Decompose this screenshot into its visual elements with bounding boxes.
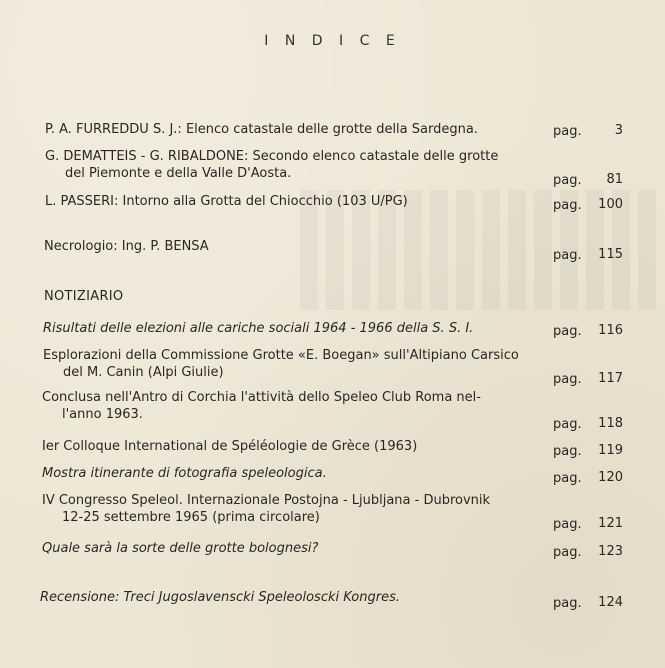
page-number: 124 xyxy=(598,595,623,610)
pag-label: pag. xyxy=(553,372,582,387)
entry-line: Esplorazioni della Commissione Grotte «E. Boegan» sull'Altipiano Carsico xyxy=(43,348,519,363)
page-number: 115 xyxy=(598,247,623,262)
pag-label: pag. xyxy=(553,173,582,188)
entry-line: Mostra itinerante di fotografia speleologica. xyxy=(42,466,327,481)
pag-label: pag. xyxy=(553,324,582,339)
entry-line: P. A. FURREDDU S. J.: Elenco catastale delle grotte della Sardegna. xyxy=(45,122,478,137)
entry-line: Ier Colloque International de Spéléologie de Grèce (1963) xyxy=(42,439,418,454)
pag-label: pag. xyxy=(553,124,582,139)
entry-line: IV Congresso Speleol. Internazionale Postojna - Ljubljana - Dubrovnik xyxy=(42,493,491,508)
pag-label: pag. xyxy=(553,545,582,560)
entry-line: G. DEMATTEIS - G. RIBALDONE: Secondo elenco catastale delle grotte xyxy=(45,149,499,164)
page-number: 81 xyxy=(606,172,623,187)
page-title: I N D I C E xyxy=(264,33,401,49)
entry-line: L. PASSERI: Intorno alla Grotta del Chiocchio (103 U/PG) xyxy=(45,194,408,209)
section-heading: NOTIZIARIO xyxy=(44,289,124,304)
page-number: 116 xyxy=(598,323,623,338)
page-number: 123 xyxy=(598,544,623,559)
pag-label: pag. xyxy=(553,444,582,459)
page-number: 121 xyxy=(598,516,623,531)
page-number: 118 xyxy=(598,416,623,431)
entry-line: Recensione: Treci Jugoslavenscki Speleoloscki Kongres. xyxy=(40,590,401,605)
page-number: 100 xyxy=(598,197,623,212)
pag-label: pag. xyxy=(553,596,582,611)
entry-line: Conclusa nell'Antro di Corchia l'attività dello Speleo Club Roma nel- xyxy=(42,390,481,405)
pag-label: pag. xyxy=(553,471,582,486)
page-number: 3 xyxy=(614,123,623,138)
pag-label: pag. xyxy=(553,198,582,213)
entry-line: Quale sarà la sorte delle grotte bolognesi? xyxy=(42,541,319,556)
page-number: 120 xyxy=(598,470,623,485)
pag-label: pag. xyxy=(553,417,582,432)
page-number: 119 xyxy=(598,443,623,458)
entry-line: 12-25 settembre 1965 (prima circolare) xyxy=(62,510,320,525)
entry-line: del M. Canin (Alpi Giulie) xyxy=(63,365,224,380)
pag-label: pag. xyxy=(553,248,582,263)
pag-label: pag. xyxy=(553,517,582,532)
entry-line: Necrologio: Ing. P. BENSA xyxy=(44,239,209,254)
page-number: 117 xyxy=(598,371,623,386)
entry-line: l'anno 1963. xyxy=(62,407,143,422)
entry-line: Risultati delle elezioni alle cariche sociali 1964 - 1966 della S. S. I. xyxy=(43,321,474,336)
entry-line: del Piemonte e della Valle D'Aosta. xyxy=(65,166,292,181)
